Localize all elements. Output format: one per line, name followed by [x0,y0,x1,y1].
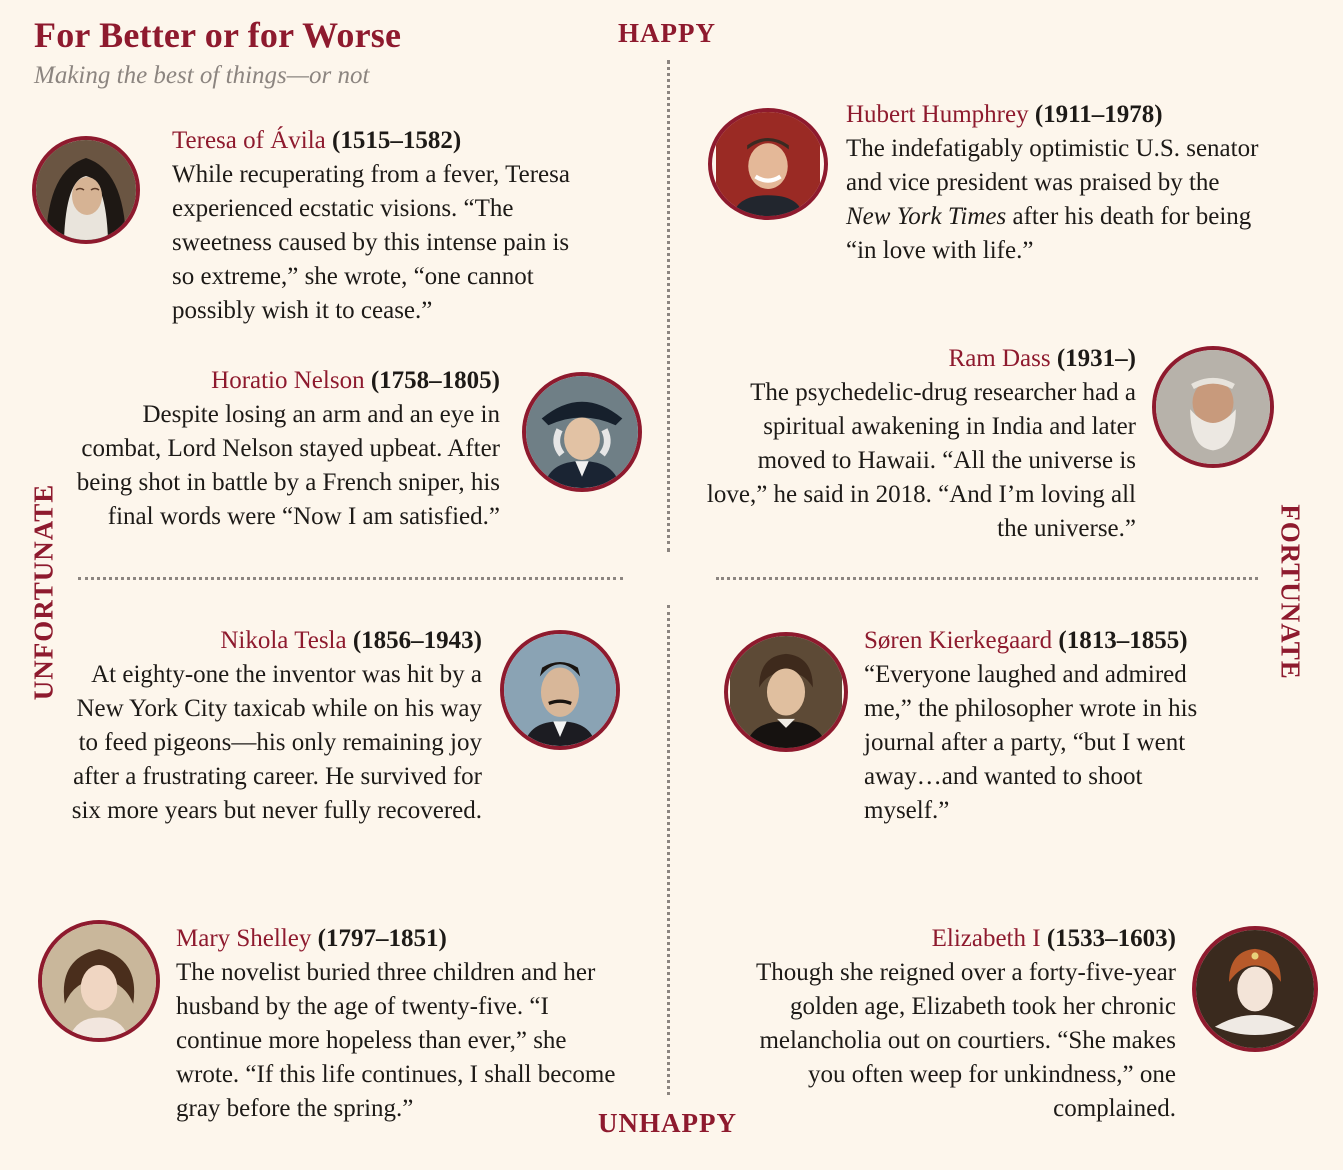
entry-humphrey [846,98,1266,268]
entry-name: Ram Dass [948,345,1051,372]
axis-label-happy: HAPPY [618,18,716,48]
entry-dates: (1911–1978) [1028,101,1163,128]
entry-elizabeth [720,922,1176,1126]
entry-ramdass [706,342,1136,546]
portrait-shelley-icon [38,920,160,1042]
axis-label-unfortunate: UNFORTUNATE [28,483,59,701]
entry-dates: (1813–1855) [1052,627,1188,654]
entry-text: The psychedelic-drug researcher had a spiritual awakening in India and later moved to Hawaii. “All the universe is love,” he said in 2018. “And I’m loving all the universe.” [706,379,1136,542]
entry-dates: (1931–) [1050,345,1136,372]
entry-dates: (1515–1582) [325,127,462,154]
axis-label-fortunate: FORTUNATE [1275,504,1306,680]
page-subtitle: Making the best of things—or not [34,62,370,89]
entry-name: Søren Kierkegaard [864,627,1053,654]
entry-name: Elizabeth I [931,925,1041,952]
entry-name: Horatio Nelson [211,367,365,394]
vertical-axis-upper [667,60,670,552]
portrait-ramdass-icon [1152,346,1274,468]
portrait-humphrey-icon [708,108,828,220]
vertical-axis-lower [667,605,670,1095]
entry-nelson [60,364,500,534]
axis-label-unhappy: UNHAPPY [598,1108,737,1138]
entry-kierkegaard [864,624,1284,828]
portrait-nelson-icon [522,372,642,492]
entry-text: Despite losing an arm and an eye in combat, Lord Nelson stayed upbeat. After being shot in battle by a French sniper, his final words were “Now I am satisfied.” [76,401,500,530]
entry-dates: (1533–1603) [1040,925,1176,952]
portrait-kierkegaard-icon [724,632,848,752]
entry-text: “Everyone laughed and admired me,” the philosopher wrote in his journal after a party, “but I went away…and wanted to shoot myself.” [864,661,1198,824]
entry-name: Nikola Tesla [220,627,347,654]
horizontal-axis-right [716,577,1258,580]
entry-text: At eighty-one the inventor was hit by a New York City taxicab while on his way to feed pigeons—his only remaining joy after a frustrating career. He survived for six more years but never fully recovered. [71,661,482,824]
entry-text: The indefatigably optimistic U.S. senator and vice president was praised by the New York Times after his death for being “in love with life.” [846,135,1259,264]
portrait-tesla-icon [500,630,620,750]
entry-tesla [60,624,482,828]
portrait-teresa-icon [32,136,140,244]
page-title: For Better or for Worse [34,15,402,55]
portrait-elizabeth-icon [1192,926,1318,1052]
entry-dates: (1758–1805) [364,367,500,394]
entry-dates: (1797–1851) [311,925,447,952]
entry-name: Mary Shelley [176,925,312,952]
entry-name: Teresa of Ávila [172,127,326,154]
horizontal-axis-left [78,577,623,580]
entry-teresa [172,124,592,328]
entry-text: While recuperating from a fever, Teresa experienced ecstatic visions. “The sweetness caused by this intense pain is so extreme,” she wrote, “one cannot possibly wish it to cease.” [172,161,570,324]
entry-shelley [176,922,616,1126]
entry-name: Hubert Humphrey [846,101,1029,128]
entry-text: The novelist buried three children and her husband by the age of twenty-five. “I continue more hopeless than ever,” she wrote. “If this life continues, I shall become gray before the spring.” [176,959,616,1122]
entry-text: Though she reigned over a forty-five-year golden age, Elizabeth took her chronic melancholia out on courtiers. “She makes you often weep for unkindness,” one complained. [756,959,1176,1122]
entry-dates: (1856–1943) [346,627,482,654]
